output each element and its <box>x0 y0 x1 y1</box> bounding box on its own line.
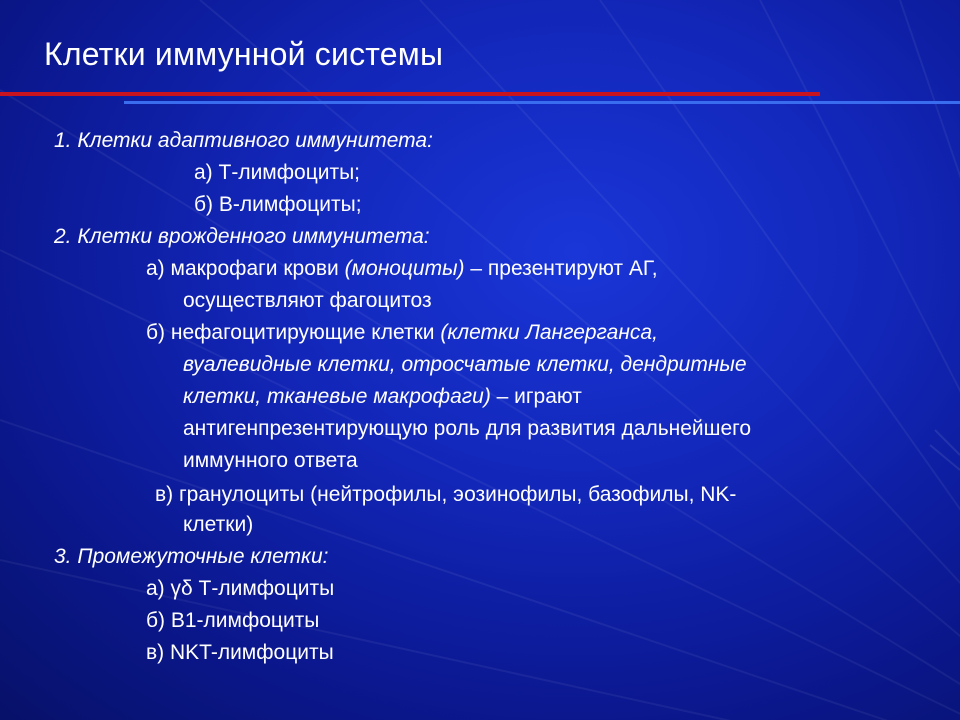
section-1-item-a: а) Т-лимфоциты; <box>194 161 361 184</box>
section-3-item-a: а) γδ Т-лимфоциты <box>146 577 335 600</box>
slide-title: Клетки иммунной системы <box>44 36 444 72</box>
section-2-item-a-text: а) макрофаги крови <box>146 257 345 280</box>
section-2-item-b-continuation-1: вуалевидные клетки, отросчатые клетки, дендритные <box>183 353 747 376</box>
section-2-item-b-italic: (клетки Лангерганса, <box>440 321 658 344</box>
section-2-item-c: в) гранулоциты (нейтрофилы, эозинофилы, базофилы, NK- <box>155 483 737 506</box>
section-1-heading: 1. Клетки адаптивного иммунитета: <box>54 129 433 152</box>
section-1-item-b: б) В-лимфоциты; <box>194 193 362 216</box>
section-2-item-a-continuation: осуществляют фагоцитоз <box>183 289 432 312</box>
section-2-item-b-continuation-2-tail: – играют <box>490 385 582 408</box>
section-2-item-b-continuation-2 <box>183 383 582 411</box>
section-2-item-b <box>146 319 658 347</box>
section-2-item-b-continuation-4: иммунного ответа <box>183 449 358 472</box>
section-3-item-b: б) В1-лимфоциты <box>146 609 320 632</box>
section-2-item-a-tail: – презентируют АГ, <box>464 257 658 280</box>
title-divider-blue <box>124 101 960 104</box>
title-divider-red <box>0 92 820 96</box>
section-2-heading: 2. Клетки врожденного иммунитета: <box>54 225 430 248</box>
section-2-item-a <box>146 255 658 283</box>
section-2-item-b-continuation-3: антигенпрезентирующую роль для развития дальнейшего <box>183 417 752 440</box>
section-2-item-b-text: б) нефагоцитирующие клетки <box>146 321 441 344</box>
section-3-heading: 3. Промежуточные клетки: <box>54 545 329 568</box>
section-2-item-b-continuation-2-italic: клетки, тканевые макрофаги) <box>183 385 491 408</box>
section-2-item-a-italic: (моноциты) <box>344 257 465 280</box>
section-2-item-c-continuation: клетки) <box>183 513 254 536</box>
section-3-item-c: в) NKT-лимфоциты <box>146 641 334 664</box>
